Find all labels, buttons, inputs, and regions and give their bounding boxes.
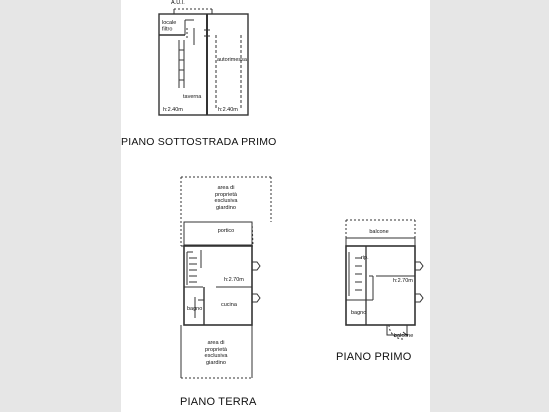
label-balcone-bottom: balcone [394, 333, 414, 339]
label-height-terra: h:2.70m [224, 277, 244, 283]
document-page[interactable] [121, 0, 430, 412]
label-area-bottom: area di proprietà esclusiva giardino [204, 340, 228, 366]
label-height-left: h:2.40m [163, 107, 183, 113]
label-balcone-top: balcone [369, 229, 389, 235]
plan-title-terra: PIANO TERRA [180, 396, 257, 408]
plan-title-sottostrada: PIANO SOTTOSTRADA PRIMO [121, 136, 277, 148]
label-autorimessa: autorimessa [217, 57, 247, 63]
label-locale-filtro-line: locale [162, 20, 177, 26]
plan-title-primo: PIANO PRIMO [336, 351, 412, 363]
label-bagno-primo: bagno [351, 310, 367, 316]
label-height-primo: h:2.70m [393, 278, 413, 284]
label-bagno-terra: bagno [187, 306, 203, 312]
label-area-top: area di proprietà esclusiva giardino [214, 185, 238, 211]
label-taverna: taverna [183, 94, 202, 100]
label-height-right: h:2.40m [218, 107, 238, 113]
label-portico: portico [217, 228, 235, 234]
label-aui: A.U.I. [171, 0, 185, 6]
label-rip: rip. [361, 255, 369, 261]
label-locale-filtro-line: filtro [162, 26, 173, 33]
label-locale [162, 20, 176, 33]
label-cucina: cucina [221, 302, 237, 308]
